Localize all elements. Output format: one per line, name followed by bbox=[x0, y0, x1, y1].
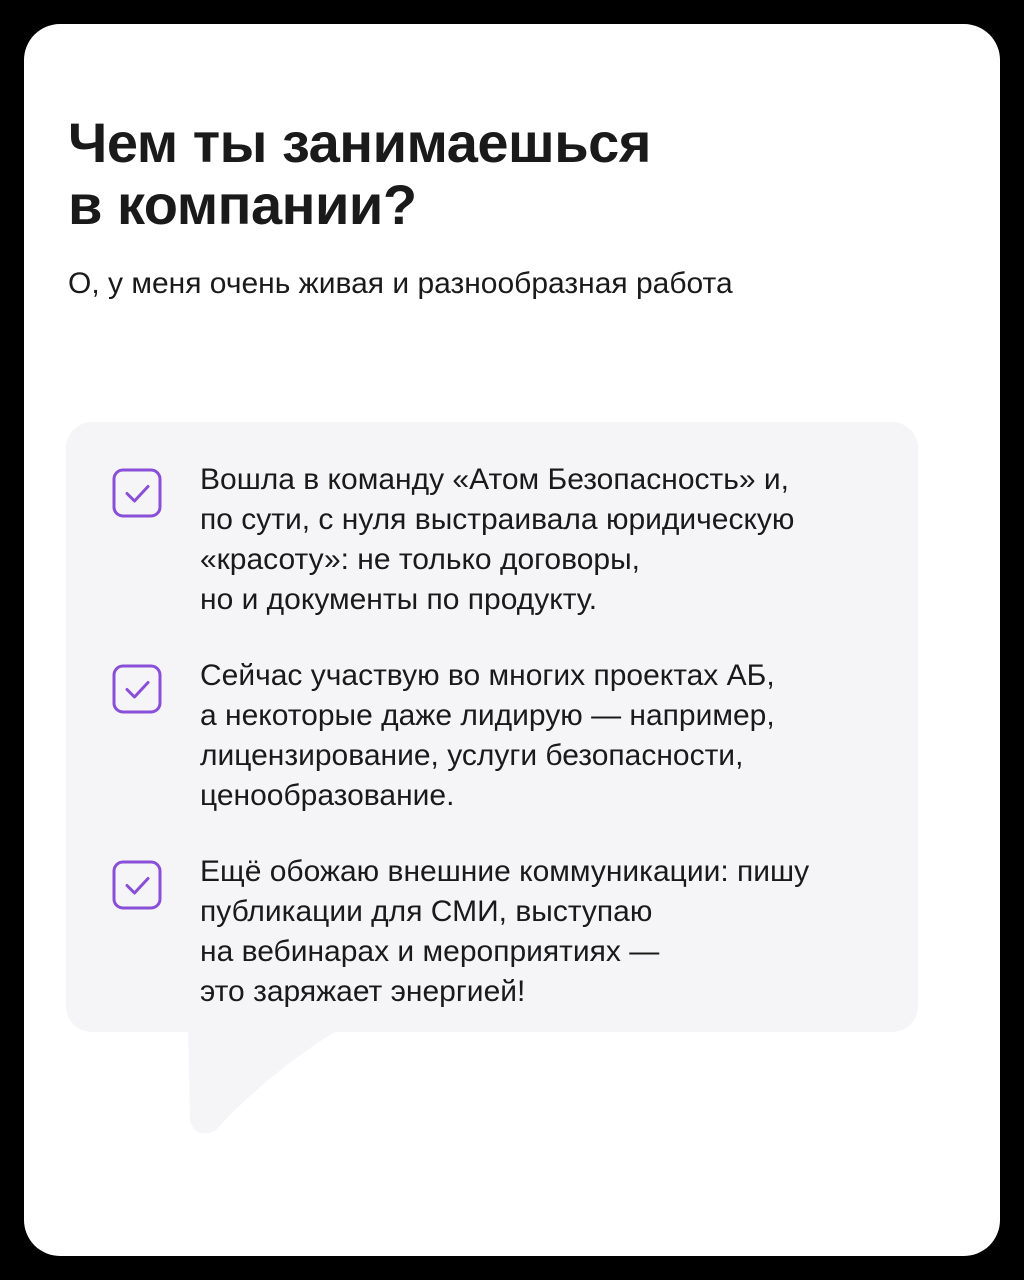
checkbox-checked-icon bbox=[112, 860, 162, 910]
list-item-text bbox=[200, 656, 920, 816]
page-title bbox=[68, 112, 948, 236]
text-line: но и документы по продукту. bbox=[200, 583, 598, 616]
subtitle: О, у меня очень живая и разнообразная работа bbox=[68, 267, 733, 300]
text-line: ценообразование. bbox=[200, 779, 455, 812]
checkbox-checked-icon bbox=[112, 664, 162, 714]
text-line: по сути, с нуля выстраивала юридическую bbox=[200, 503, 795, 536]
checkbox-checked-icon bbox=[112, 468, 162, 518]
text-line: а некоторые даже лидирую — например, bbox=[200, 699, 775, 732]
text-line: это заряжает энергией! bbox=[200, 975, 526, 1008]
text-line: Вошла в команду «Атом Безопасность» и, bbox=[200, 463, 789, 496]
speech-bubble-tail bbox=[188, 1024, 348, 1136]
list-item-text bbox=[200, 852, 920, 1012]
list-item-text bbox=[200, 460, 920, 620]
text-line: публикации для СМИ, выступаю bbox=[200, 895, 653, 928]
text-line: Ещё обожаю внешние коммуникации: пишу bbox=[200, 855, 810, 888]
text-line: лицензирование, услуги безопасности, bbox=[200, 739, 744, 772]
text-line: Сейчас участвую во многих проектах АБ, bbox=[200, 659, 775, 692]
text-line: на вебинарах и мероприятиях — bbox=[200, 935, 660, 968]
title-line-1: Чем ты занимаешься bbox=[68, 111, 651, 174]
text-line: «красоту»: не только договоры, bbox=[200, 543, 640, 576]
content-card bbox=[24, 24, 1000, 1256]
speech-bubble bbox=[66, 422, 918, 1032]
title-line-2: в компании? bbox=[68, 173, 417, 236]
